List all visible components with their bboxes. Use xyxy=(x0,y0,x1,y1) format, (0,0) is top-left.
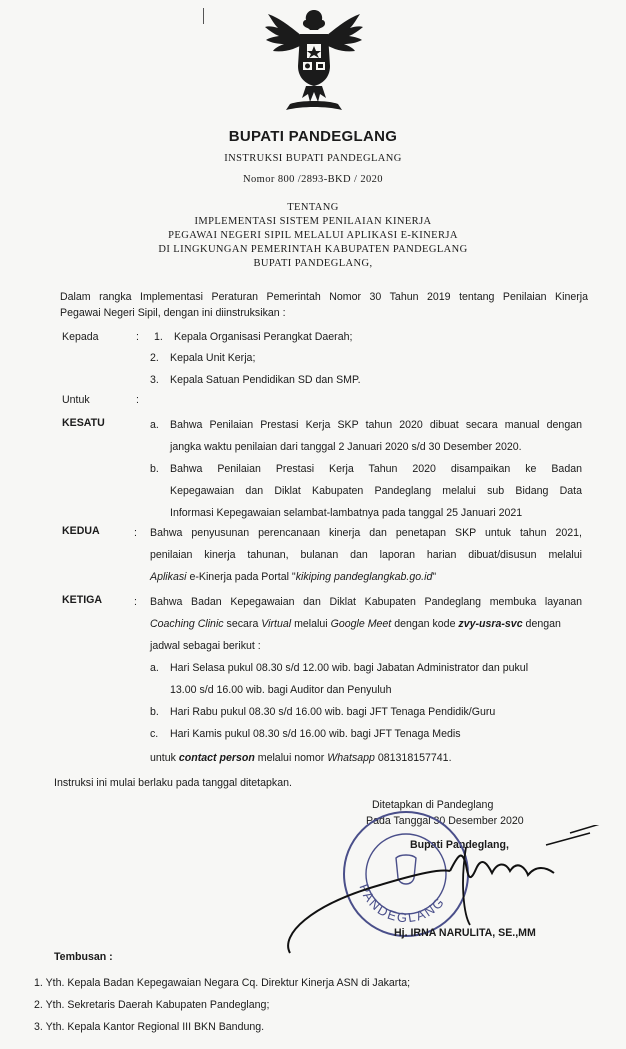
untuk-colon: : xyxy=(136,394,139,406)
coaching-clinic-text: Coaching Clinic xyxy=(150,618,224,630)
google-meet-text: Google Meet xyxy=(330,618,392,630)
intro-line-2: Pegawai Negeri Sipil, dengan ini diinstruksikan : xyxy=(60,307,286,319)
kedua-label: KEDUA xyxy=(62,525,100,537)
kedua-portal-prefix: e-Kinerja pada Portal " xyxy=(186,571,296,583)
contact-person-text: contact person xyxy=(178,752,255,764)
signed-date: Pada Tanggal 30 Desember 2020 xyxy=(366,815,524,827)
kepada-item-num-3: 3. xyxy=(150,374,159,386)
subject-line-3: DI LINGKUNGAN PEMERINTAH KABUPATEN PANDEGLANG xyxy=(158,244,468,255)
stamp-text: PANDEGLANG xyxy=(356,881,448,926)
ketiga-text-f: dengan kode xyxy=(391,618,459,630)
intro-line-1: Dalam rangka Implementasi Peraturan Pemerintah Nomor 30 Tahun 2019 tentang Penilaian Kinerja xyxy=(60,291,588,303)
kesatu-b-line-3: Informasi Kepegawaian selambat-lambatnya pada tanggal 25 Januari 2021 xyxy=(170,507,523,519)
schedule-a-cont: 13.00 s/d 16.00 wib. bagi Auditor dan Penyuluh xyxy=(170,684,392,696)
untuk-label: Untuk xyxy=(62,394,90,406)
ketiga-label: KETIGA xyxy=(62,594,103,606)
kepada-label: Kepada xyxy=(62,331,99,343)
kepada-colon: : xyxy=(136,331,139,343)
scan-mark xyxy=(203,8,204,24)
signer-role: Bupati Pandeglang, xyxy=(410,839,509,851)
schedule-b-text: Hari Rabu pukul 08.30 s/d 16.00 wib. bagi JFT Tenaga Pendidik/Guru xyxy=(170,706,496,718)
ketiga-text-d: melalui xyxy=(291,618,331,630)
contact-line xyxy=(150,751,452,765)
contact-text-a: untuk xyxy=(150,752,179,764)
tembusan-label: Tembusan : xyxy=(54,951,113,963)
kesatu-label: KESATU xyxy=(62,417,105,429)
closing-statement: Instruksi ini mulai berlaku pada tanggal ditetapkan. xyxy=(54,777,292,789)
whatsapp-number: 081318157741. xyxy=(374,752,452,764)
kedua-line-3 xyxy=(150,570,436,584)
kepada-item-num-2: 2. xyxy=(150,352,159,364)
garuda-emblem-icon xyxy=(262,6,366,120)
kedua-portal-url: kikiping pandeglangkab.go.id xyxy=(295,571,433,583)
ketiga-colon: : xyxy=(134,596,137,608)
contact-text-c: melalui nomor xyxy=(254,752,328,764)
kepada-item-1: Kepala Organisasi Perangkat Daerah; xyxy=(174,331,353,343)
kesatu-a-line-2: jangka waktu penilaian dari tanggal 2 Januari 2020 s/d 30 Desember 2020. xyxy=(170,441,522,453)
kepada-item-2: Kepala Unit Kerja; xyxy=(170,352,256,364)
subject-line-2: PEGAWAI NEGERI SIPIL MELALUI APLIKASI E-KINERJA xyxy=(168,230,458,241)
kepada-item-num-1: 1. xyxy=(154,331,163,343)
ketiga-text-b: secara xyxy=(223,618,262,630)
kesatu-a-letter: a. xyxy=(150,419,159,431)
whatsapp-text: Whatsapp xyxy=(327,752,375,764)
virtual-text: Virtual xyxy=(261,618,292,630)
instruction-title: INSTRUKSI BUPATI PANDEGLANG xyxy=(224,153,402,164)
kedua-app-word: Aplikasi xyxy=(150,571,187,583)
instruction-number: Nomor 800 /2893-BKD / 2020 xyxy=(243,174,383,185)
ketiga-text-h: dengan xyxy=(522,618,561,630)
tembusan-item-1: 1. Yth. Kepala Badan Kepegawaian Negara Cq. Direktur Kinerja ASN di Jakarta; xyxy=(34,977,411,989)
signed-place: Ditetapkan di Pandeglang xyxy=(372,799,494,811)
ketiga-line-3: jadwal sebagai berikut : xyxy=(150,640,261,652)
ketiga-line-2 xyxy=(150,617,561,631)
kesatu-a-line-1: Bahwa Penilaian Prestasi Kerja SKP tahun 2020 dibuat secara manual dengan xyxy=(170,419,582,431)
tembusan-item-2: 2. Yth. Sekretaris Daerah Kabupaten Pandeglang; xyxy=(34,999,270,1011)
schedule-a-text: Hari Selasa pukul 08.30 s/d 12.00 wib. bagi Jabatan Administrator dan pukul xyxy=(170,662,529,674)
subject-line-1: IMPLEMENTASI SISTEM PENILAIAN KINERJA xyxy=(194,216,432,227)
about-label: TENTANG xyxy=(287,202,339,213)
schedule-c-text: Hari Kamis pukul 08.30 s/d 16.00 wib. bagi JFT Tenaga Medis xyxy=(170,728,461,740)
schedule-c-letter: c. xyxy=(150,728,159,740)
kesatu-b-line-1: Bahwa Penilaian Prestasi Kerja Tahun 2020 disampaikan ke Badan xyxy=(170,463,582,475)
kedua-colon: : xyxy=(134,527,137,539)
meet-code: zvy-usra-svc xyxy=(458,618,523,630)
kesatu-b-line-2: Kepegawaian dan Diklat Kabupaten Pandeglang melalui sub Bidang Data xyxy=(170,485,582,497)
schedule-a-letter: a. xyxy=(150,662,159,674)
kedua-line-1: Bahwa penyusunan perencanaan kinerja dan penetapan SKP untuk tahun 2021, xyxy=(150,527,582,539)
signer-name: Hj. IRNA NARULITA, SE.,MM xyxy=(394,927,536,939)
subject-line-4: BUPATI PANDEGLANG, xyxy=(253,258,373,269)
ketiga-line-1: Bahwa Badan Kepegawaian dan Diklat Kabupaten Pandeglang membuka layanan xyxy=(150,596,582,608)
kedua-portal-end: " xyxy=(432,571,437,583)
tembusan-item-3: 3. Yth. Kepala Kantor Regional III BKN Bandung. xyxy=(34,1021,265,1033)
kesatu-b-letter: b. xyxy=(150,463,159,475)
schedule-b-letter: b. xyxy=(150,706,159,718)
kepada-item-3: Kepala Satuan Pendidikan SD dan SMP. xyxy=(170,374,361,386)
letter-heading: BUPATI PANDEGLANG xyxy=(228,128,398,145)
kedua-line-2: penilaian kinerja tahunan, bulanan dan laporan harian dibuat/disusun melalui xyxy=(150,549,582,561)
